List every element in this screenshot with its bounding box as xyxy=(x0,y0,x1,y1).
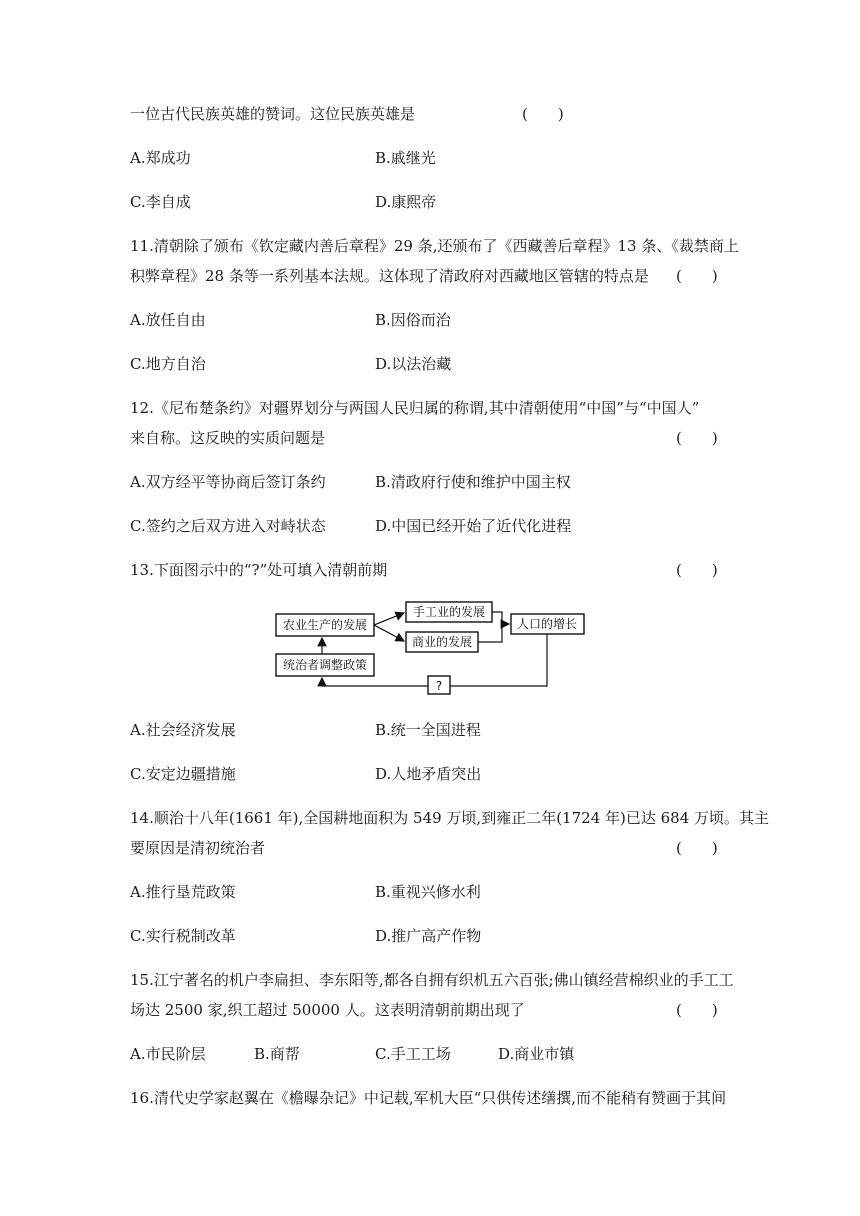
q14-stem-line2: 要原因是清初统治者 xyxy=(130,839,266,857)
q15-answer-paren: ( ) xyxy=(676,1001,718,1019)
box-agriculture-label: 农业生产的发展 xyxy=(282,618,368,632)
q14-option-c: C.实行税制改革 xyxy=(130,927,236,945)
q13-answer-paren: ( ) xyxy=(676,561,718,579)
q11-option-b: B.因俗而治 xyxy=(375,311,451,329)
loop-question-to-policy xyxy=(322,678,428,686)
q11-stem-line2: 积弊章程》28 条等一系列基本法规。这体现了清政府对西藏地区管辖的特点是 xyxy=(130,267,649,285)
q14-option-d: D.推广高产作物 xyxy=(375,927,482,945)
q14-stem-line1: 14.顺治十八年(1661 年),全国耕地面积为 549 万顷,到雍正二年(1724 年)已达 684 万顷。其主 xyxy=(130,809,770,827)
q13-option-a: A.社会经济发展 xyxy=(130,721,236,739)
q15-stem-line1: 15.江宁著名的机户李扁担、李东阳等,都各自拥有织机五六百张;佛山镇经营棉织业的手工工 xyxy=(130,971,734,989)
q11-option-c: C.地方自治 xyxy=(130,355,206,373)
box-population-label: 人口的增长 xyxy=(516,617,578,631)
q10-option-d: D.康熙帝 xyxy=(375,193,437,211)
q15-option-b: B.商帮 xyxy=(254,1045,300,1063)
q10-option-a: A.郑成功 xyxy=(130,149,191,167)
box-policy-label: 统治者调整政策 xyxy=(282,658,368,672)
q13-option-b: B.统一全国进程 xyxy=(375,721,481,739)
q13-flow-diagram xyxy=(270,598,590,700)
q12-answer-paren: ( ) xyxy=(676,429,718,447)
arrow-agri-to-craft xyxy=(374,613,404,625)
q12-stem-line1: 12.《尼布楚条约》对疆界划分与两国人民归属的称谓,其中清朝使用“中国”与“中国人” xyxy=(130,399,700,417)
q15-stem-line2: 场达 2500 家,织工超过 50000 人。这表明清朝前期出现了 xyxy=(130,1001,525,1019)
q14-option-a: A.推行垦荒政策 xyxy=(130,883,236,901)
q14-option-b: B.重视兴修水利 xyxy=(375,883,481,901)
box-commerce-label: 商业的发展 xyxy=(411,635,473,649)
q16-stem-line1: 16.清代史学家赵翼在《檐曝杂记》中记载,军机大臣“只供传述缮撰,而不能稍有赞画于其间 xyxy=(130,1089,727,1107)
q11-option-a: A.放任自由 xyxy=(130,311,206,329)
box-question-label: ? xyxy=(435,679,443,693)
q12-option-c: C.签约之后双方进入对峙状态 xyxy=(130,517,326,535)
q14-answer-paren: ( ) xyxy=(676,839,718,857)
q10-answer-paren: ( ) xyxy=(522,105,564,123)
box-handicraft-label: 手工业的发展 xyxy=(412,605,486,619)
q13-stem: 13.下面图示中的“?”处可填入清朝前期 xyxy=(130,561,388,579)
q15-option-d: D.商业市镇 xyxy=(498,1045,575,1063)
q13-option-c: C.安定边疆措施 xyxy=(130,765,236,783)
q15-option-a: A.市民阶层 xyxy=(130,1045,206,1063)
q12-option-b: B.清政府行使和维护中国主权 xyxy=(375,473,571,491)
q11-stem-line1: 11.清朝除了颁布《钦定藏内善后章程》29 条,还颁布了《西藏善后章程》13 条、《裁禁商上 xyxy=(130,237,739,255)
q10-stem: 一位古代民族英雄的赞词。这位民族英雄是 xyxy=(130,105,416,123)
q12-option-d: D.中国已经开始了近代化进程 xyxy=(375,517,572,535)
q15-option-c: C.手工工场 xyxy=(375,1045,451,1063)
q10-option-b: B.戚继光 xyxy=(375,149,436,167)
q10-option-c: C.李自成 xyxy=(130,193,191,211)
arrow-commerce-to-population xyxy=(478,624,502,642)
q13-option-d: D.人地矛盾突出 xyxy=(375,765,482,783)
q12-option-a: A.双方经平等协商后签订条约 xyxy=(130,473,326,491)
q12-stem-line2: 来自称。这反映的实质问题是 xyxy=(130,429,326,447)
arrow-agri-to-commerce xyxy=(374,625,404,641)
q11-answer-paren: ( ) xyxy=(676,267,718,285)
q11-option-d: D.以法治藏 xyxy=(375,355,452,373)
arrow-craft-to-population xyxy=(492,612,509,624)
